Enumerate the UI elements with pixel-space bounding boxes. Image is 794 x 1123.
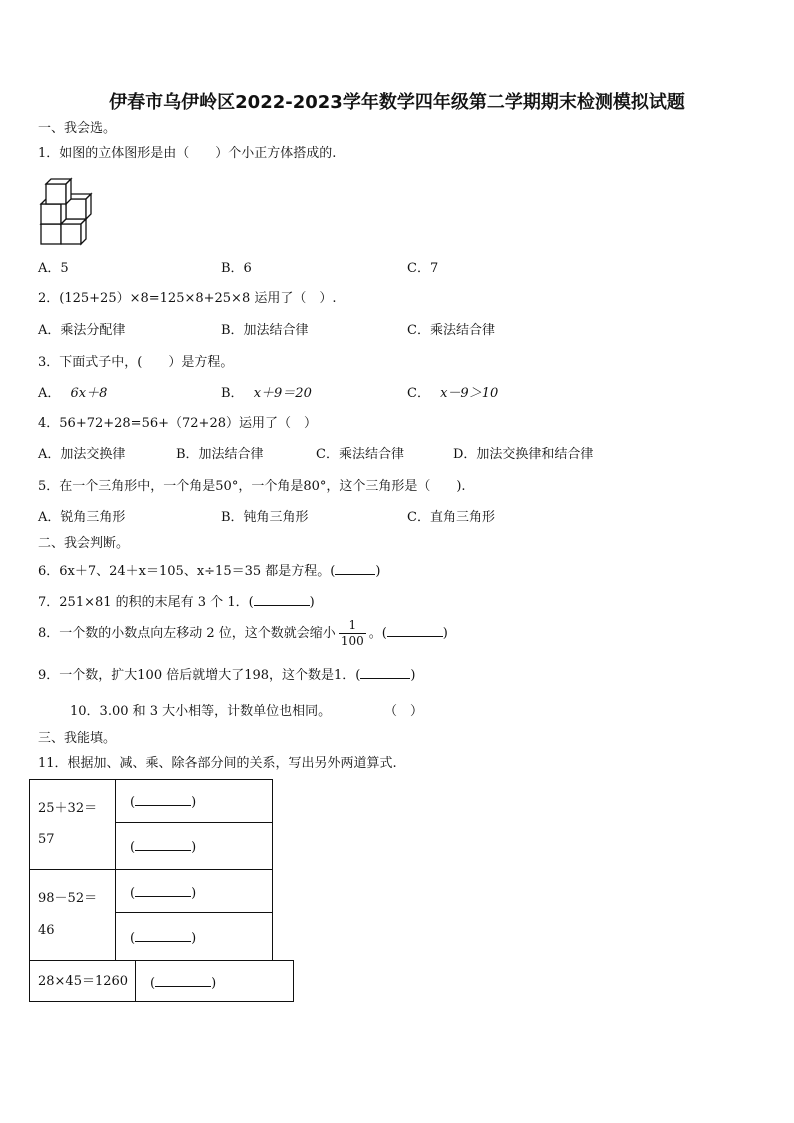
blank-line[interactable] — [155, 974, 211, 987]
open-paren: ( — [150, 976, 156, 991]
question-3-option-b[interactable] — [221, 386, 312, 402]
question-3-option-c[interactable] — [407, 386, 498, 402]
question-9-stem: 9．一个数，扩大100 倍后就增大了198，这个数是1．( — [38, 668, 361, 683]
question-4-option-d[interactable]: D．加法交换律和结合律 — [453, 447, 594, 462]
question-1-option-b[interactable]: B．6 — [221, 261, 252, 276]
question-2-option-c[interactable]: C．乘法结合律 — [407, 323, 495, 338]
answer-blank[interactable] — [335, 562, 375, 575]
question-6-stem: 6．6x＋7、24＋x＝105、x÷15＝35 都是方程。( — [38, 564, 336, 579]
answer-blank[interactable] — [130, 838, 196, 856]
question-10-stem: 10．3.00 和 3 大小相等，计数单位也相同。 — [70, 704, 332, 719]
open-paren: ( — [130, 931, 136, 946]
question-4-stem: 4．56+72+28=56+（72+28）运用了（ ） — [38, 416, 317, 431]
answer-blank[interactable] — [360, 666, 410, 679]
answer-blank[interactable] — [130, 884, 196, 902]
close-paren: ) — [375, 564, 381, 579]
close-paren: ) — [442, 626, 448, 641]
question-4-option-a[interactable]: A．加法交换律 — [38, 447, 126, 462]
fraction — [339, 618, 366, 649]
close-paren: ) — [211, 976, 217, 991]
close-paren: ) — [191, 886, 197, 901]
option-label: C． — [407, 386, 430, 401]
page-title: 伊春市乌伊岭区2022-2023学年数学四年级第二学期期末检测模拟试题 — [109, 92, 685, 113]
question-5-option-a[interactable]: A．锐角三角形 — [38, 510, 126, 525]
blank-line[interactable] — [135, 929, 191, 942]
fraction-denominator: 100 — [340, 634, 364, 648]
answer-blank[interactable] — [150, 974, 216, 992]
equation-line: 57 — [38, 832, 55, 847]
answer-blank[interactable] — [130, 793, 196, 811]
close-paren: ) — [191, 840, 197, 855]
fraction-numerator: 1 — [348, 618, 357, 632]
close-paren: ) — [410, 668, 416, 683]
question-8 — [38, 618, 448, 649]
equation-line: 28×45＝1260 — [38, 974, 129, 989]
question-5-option-b[interactable]: B．钝角三角形 — [221, 510, 309, 525]
question-10-answer-paren[interactable]: （ ） — [384, 704, 424, 719]
question-5-stem: 5．在一个三角形中，一个角是50°，一个角是80°，这个三角形是（ ). — [38, 479, 466, 494]
question-5-option-c[interactable]: C．直角三角形 — [407, 510, 495, 525]
answer-blank[interactable] — [254, 593, 310, 606]
question-6 — [38, 562, 380, 580]
question-2-option-a[interactable]: A．乘法分配律 — [38, 323, 126, 338]
question-8-stem: 8．一个数的小数点向左移动 2 位，这个数就会缩小 — [38, 626, 336, 641]
equation-line: 46 — [38, 923, 55, 938]
section-heading-fill: 三、我能填。 — [38, 731, 117, 746]
question-11-stem: 11．根据加、减、乘、除各部分间的关系，写出另外两道算式. — [38, 756, 397, 771]
option-expression: x－9＞10 — [440, 386, 499, 401]
question-2-stem: 2．(125+25）×8=125×8+25×8 运用了（ ）. — [38, 291, 337, 306]
question-1-option-a[interactable]: A．5 — [38, 261, 69, 276]
question-1-stem: 1．如图的立体图形是由（ ）个小正方体搭成的. — [38, 146, 337, 161]
open-paren: ( — [130, 886, 136, 901]
question-3-stem: 3．下面式子中，( ）是方程。 — [38, 355, 234, 370]
question-1-option-c[interactable]: C．7 — [407, 261, 439, 276]
section-heading-judge: 二、我会判断。 — [38, 536, 130, 551]
open-paren: ( — [130, 840, 136, 855]
question-2-option-b[interactable]: B．加法结合律 — [221, 323, 309, 338]
option-expression: x＋9＝20 — [253, 386, 312, 401]
option-label: A． — [38, 386, 61, 401]
answer-blank[interactable] — [387, 624, 443, 637]
cube-stack-figure — [38, 176, 96, 248]
question-8-tail: 。( — [368, 626, 387, 641]
blank-line[interactable] — [135, 884, 191, 897]
question-7 — [38, 593, 315, 611]
table-row-label-cell — [29, 779, 116, 870]
equation-line: 98－52＝ — [38, 891, 98, 906]
table-row-label-cell — [29, 869, 116, 961]
blank-line[interactable] — [135, 793, 191, 806]
close-paren: ) — [191, 931, 197, 946]
answer-blank[interactable] — [130, 929, 196, 947]
open-paren: ( — [130, 795, 136, 810]
option-expression: 6x＋8 — [70, 386, 108, 401]
question-4-option-b[interactable]: B．加法结合律 — [176, 447, 264, 462]
question-4-option-c[interactable]: C．乘法结合律 — [316, 447, 404, 462]
option-label: B． — [221, 386, 244, 401]
close-paren: ) — [309, 595, 315, 610]
blank-line[interactable] — [135, 838, 191, 851]
close-paren: ) — [191, 795, 197, 810]
question-3-option-a[interactable] — [38, 386, 107, 402]
question-9 — [38, 666, 415, 684]
equation-line: 25＋32＝ — [38, 801, 98, 816]
section-heading-choice: 一、我会选。 — [38, 121, 117, 136]
question-7-stem: 7．251×81 的积的末尾有 3 个 1．( — [38, 595, 254, 610]
